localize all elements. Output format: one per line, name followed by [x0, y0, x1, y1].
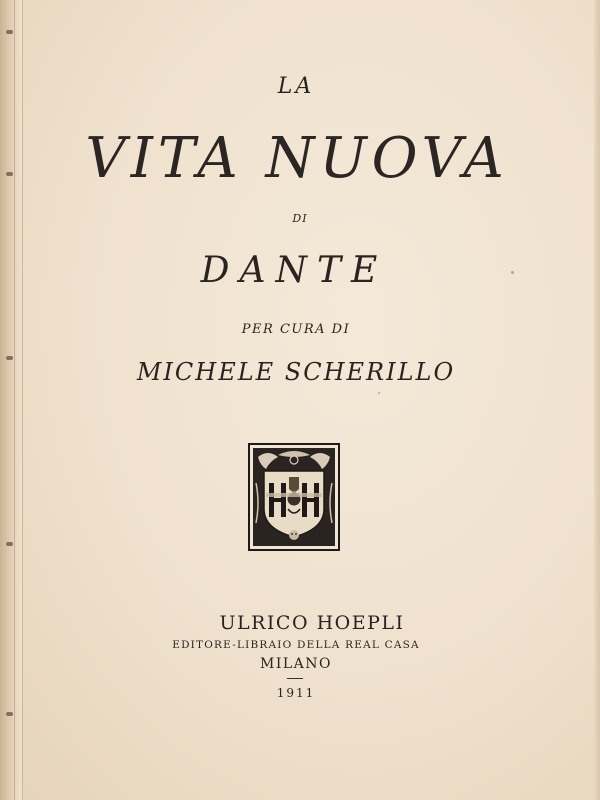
binding-stitch [6, 542, 13, 546]
book-title: VITA NUOVA [85, 126, 509, 191]
divider-rule [287, 678, 303, 679]
title-article: LA [277, 74, 315, 99]
paper-speck [378, 392, 380, 394]
title-di: DI [292, 212, 308, 225]
page-right-edge [594, 0, 600, 800]
publication-year: 1911 [276, 686, 316, 700]
binding-stitch [6, 30, 13, 34]
publisher-city: MILANO [260, 656, 332, 672]
editor-name: MICHELE SCHERILLO [136, 358, 456, 386]
author-name: DANTE [200, 250, 388, 291]
book-gutter [0, 0, 23, 800]
edited-by-label: PER CURA DI [241, 322, 351, 337]
gutter-fold-line [14, 0, 15, 800]
publisher-subtitle: EDITORE-LIBRAIO DELLA REAL CASA [172, 639, 420, 651]
publisher-device-shield-icon [248, 443, 340, 551]
paper-speck [511, 271, 514, 274]
binding-stitch [6, 712, 13, 716]
publisher-name: ULRICO HOEPLI [219, 612, 405, 634]
